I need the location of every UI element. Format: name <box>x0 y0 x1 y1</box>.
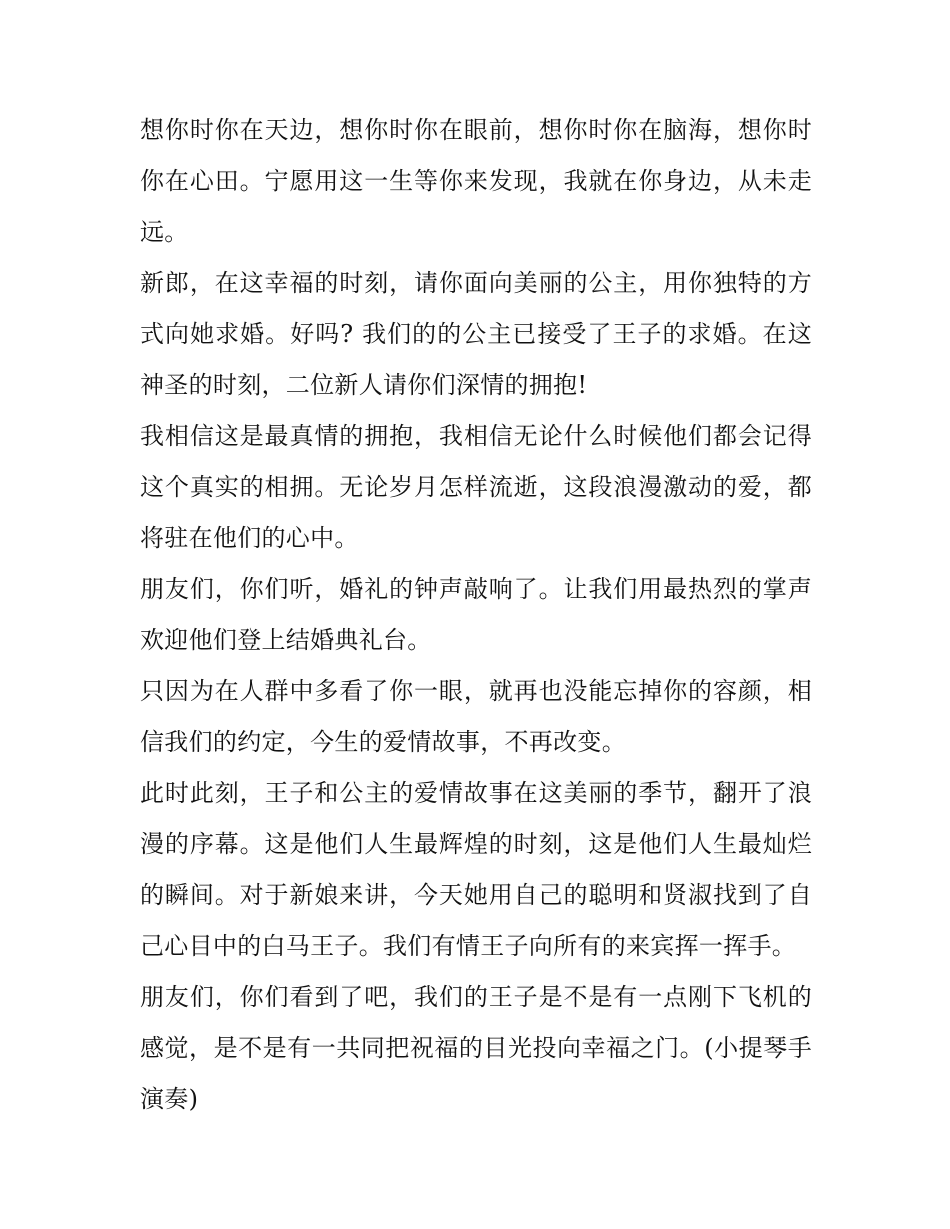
document-body <box>140 105 812 1125</box>
paragraph: 我相信这是最真情的拥抱，我相信无论什么时候他们都会记得这个真实的相拥。无论岁月怎样流逝，这段浪漫激动的爱，都将驻在他们的心中。 <box>140 422 812 552</box>
paragraph: 朋友们，你们看到了吧，我们的王子是不是有一点刚下飞机的感觉，是不是有一共同把祝福的目光投向幸福之门。(小提琴手演奏) <box>140 983 812 1113</box>
paragraph: 只因为在人群中多看了你一眼，就再也没能忘掉你的容颜，相信我们的约定，今生的爱情故事，不再改变。 <box>140 677 812 756</box>
paragraph: 想你时你在天边，想你时你在眼前，想你时你在脑海，想你时你在心田。宁愿用这一生等你来发现，我就在你身边，从未走远。 <box>140 116 812 246</box>
paragraph: 朋友们，你们听，婚礼的钟声敲响了。让我们用最热烈的掌声欢迎他们登上结婚典礼台。 <box>140 575 812 654</box>
paragraph: 新郎，在这幸福的时刻，请你面向美丽的公主，用你独特的方式向她求婚。好吗? 我们的的公主已接受了王子的求婚。在这神圣的时刻，二位新人请你们深情的拥抱! <box>140 269 812 399</box>
paragraph: 此时此刻，王子和公主的爱情故事在这美丽的季节，翻开了浪漫的序幕。这是他们人生最辉煌的时刻，这是他们人生最灿烂的瞬间。对于新娘来讲，今天她用自己的聪明和贤淑找到了自己心目中的白马王子。我们有情王子向所有的来宾挥一挥手。 <box>140 779 812 960</box>
